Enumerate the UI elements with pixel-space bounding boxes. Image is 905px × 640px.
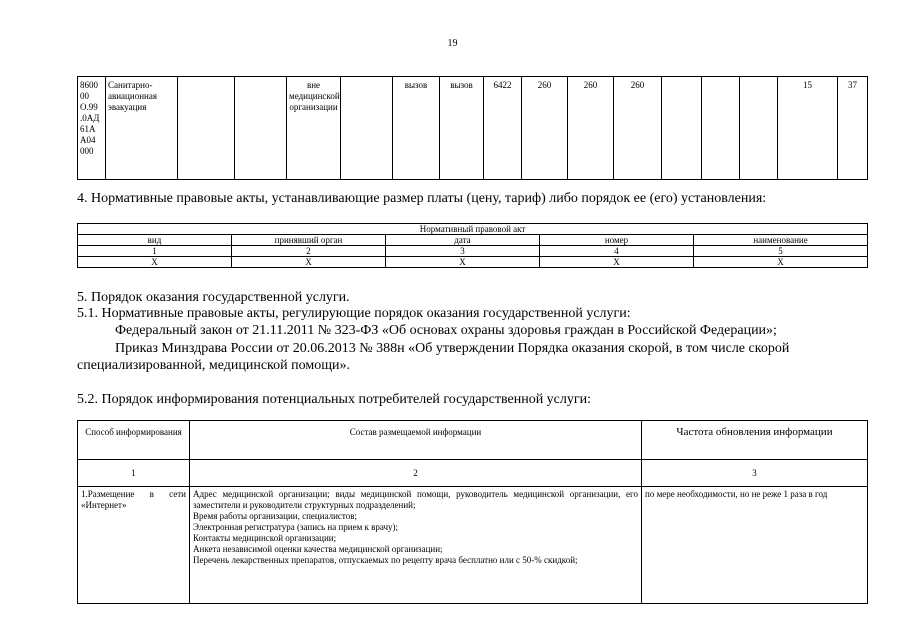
content-item: Анкета независимой оценки качества медицинской организации;	[193, 544, 443, 554]
unit-name: вызов	[393, 77, 440, 180]
content-item: Время работы организации, специалистов;	[193, 511, 357, 521]
column-number: 3	[386, 246, 540, 257]
table-row	[78, 257, 868, 268]
column-header: дата	[386, 235, 540, 246]
law-2-line-1: Приказ Минздрава России от 20.06.2013 № 388н «Об утверждении Порядка оказания скорой, в том числе скорой	[115, 341, 790, 356]
column-header: Состав размещаемой информации	[190, 421, 642, 460]
table-row	[78, 224, 868, 235]
deviation-percent: 15	[778, 77, 838, 180]
column-number: 5	[694, 246, 868, 257]
content-item: Контакты медицинской организации;	[193, 533, 337, 543]
section-5-2-heading: 5.2. Порядок информирования потенциальных потребителей государственной услуги:	[77, 392, 592, 407]
table-cell: Х	[78, 257, 232, 268]
column-number: 3	[642, 460, 868, 487]
value-year-1: 260	[522, 77, 568, 180]
table-cell: Х	[386, 257, 540, 268]
column-header: Способ информирования	[78, 421, 190, 460]
table-cell: Х	[540, 257, 694, 268]
service-name: Санитарно-авиационная эвакуация	[106, 77, 178, 180]
column-number: 2	[232, 246, 386, 257]
column-number: 4	[540, 246, 694, 257]
column-number: 1	[78, 246, 232, 257]
info-frequency: по мере необходимости, но не реже 1 раза в год	[642, 487, 868, 604]
content-item: Перечень лекарственных препаратов, отпускаемых по рецепту врача бесплатно или с 50-% скидкой;	[193, 555, 578, 565]
table-header-row	[78, 421, 868, 460]
section-5-heading: 5. Порядок оказания государственной услуги.	[77, 290, 350, 305]
content-item: Электронная регистратура (запись на прием к врачу);	[193, 522, 399, 532]
section-5-1-heading: 5.1. Нормативные правовые акты, регулирующие порядок оказания государственной услуги:	[77, 306, 631, 321]
column-number: 2	[190, 460, 642, 487]
service-place: вне медицинской организации	[287, 77, 341, 180]
table-cell: Х	[232, 257, 386, 268]
table-row	[78, 460, 868, 487]
table-row	[78, 77, 868, 180]
column-header: Частота обновления информации	[642, 421, 868, 460]
content-item: Адрес медицинской организации; виды медицинской помощи, руководитель медицинской организации, его заместители и руководители структурных подразделений;	[193, 489, 638, 510]
section-4-heading: 4. Нормативные правовые акты, устанавливающие размер платы (цену, тариф) либо порядок ее (его) установления:	[77, 191, 767, 206]
table-cell: Х	[694, 257, 868, 268]
deviation-absolute: 37	[838, 77, 868, 180]
value-year-3: 260	[614, 77, 662, 180]
unit-name-2: вызов	[440, 77, 484, 180]
table-title: Нормативный правовой акт	[78, 224, 868, 235]
table-row	[78, 246, 868, 257]
law-1: Федеральный закон от 21.11.2011 № 323-ФЗ «Об основах охраны здоровья граждан в Российской Федерации»;	[115, 323, 777, 338]
column-header: принявший орган	[232, 235, 386, 246]
information-table	[77, 420, 868, 604]
legal-acts-table	[77, 223, 868, 268]
service-volume-table	[77, 76, 868, 180]
column-number: 1	[78, 460, 190, 487]
table-header-row	[78, 235, 868, 246]
law-2-line-2: специализированной, медицинской помощи».	[77, 358, 350, 373]
table-row	[78, 487, 868, 604]
info-content	[190, 487, 642, 604]
service-code: 8600 00 О.99 .0АД 61А А04 000	[78, 77, 106, 180]
info-method: 1.Размещение в сети «Интернет»	[78, 487, 190, 604]
value-year-2: 260	[568, 77, 614, 180]
column-header: вид	[78, 235, 232, 246]
page-number: 19	[447, 38, 458, 49]
column-header: наименование	[694, 235, 868, 246]
okei-code: 6422	[484, 77, 522, 180]
column-header: номер	[540, 235, 694, 246]
